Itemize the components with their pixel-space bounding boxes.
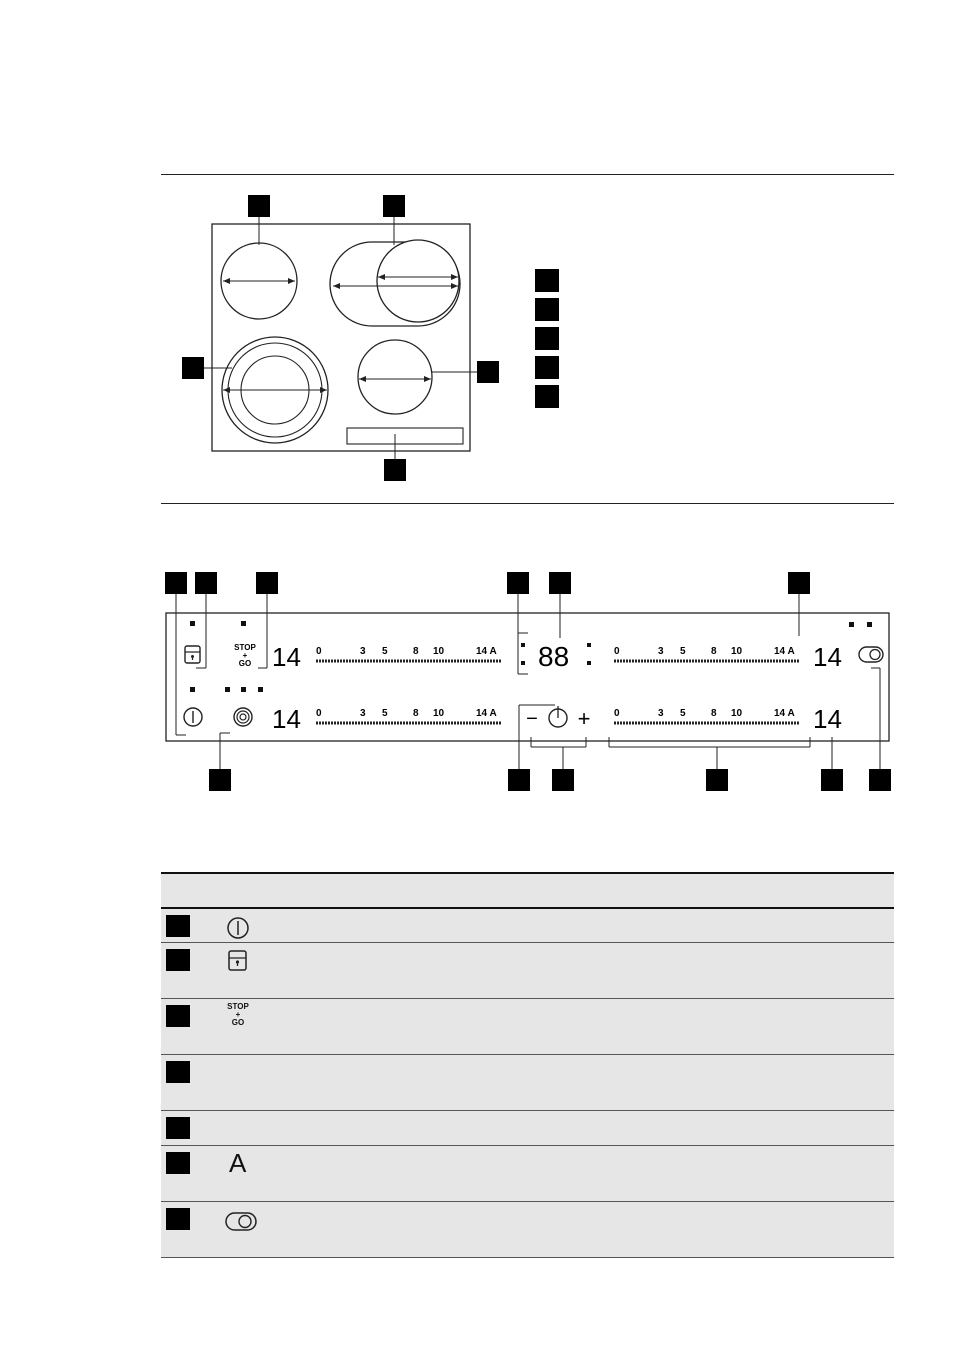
zone-display: 14 [272,642,301,672]
timer-display: 88 [538,641,570,672]
scale-tick-label: 5 [680,708,686,719]
callout-box [869,769,891,791]
scale-tick-label: 14 A [476,708,497,719]
scale-tick-label: 3 [360,708,366,719]
scale-tick-label: 14 A [774,708,795,719]
scale-tick-label: 8 [711,708,717,719]
hob-layout-diagram [0,0,954,500]
scale-tick-label: 0 [614,708,620,719]
triple-zone-icon [234,708,252,726]
callout-box [383,195,405,217]
callout-box [182,357,204,379]
scale-tick-label: 5 [680,646,686,657]
table-row [161,999,894,1055]
legend-box [535,298,559,321]
callout-box [507,572,529,594]
table-row [161,943,894,999]
control-panel-diagram [0,560,954,800]
scale-tick-label: 10 [433,646,445,657]
scale-tick-label: 0 [614,646,620,657]
table-row [161,909,894,943]
callout-box [706,769,728,791]
callout-box [384,459,406,481]
scale-tick-label: 3 [658,646,664,657]
scale-tick-label: 5 [382,646,388,657]
scale-tick-label: 5 [382,708,388,719]
row-number-box [166,1005,190,1027]
table-row [161,1202,894,1258]
minus-symbol: − [526,708,538,730]
callout-box [508,769,530,791]
scale-tick-label: 8 [711,646,717,657]
table-row [161,1111,894,1146]
scale-tick-label: 10 [731,708,743,719]
legend-box [535,327,559,350]
lock-icon [185,646,200,663]
a-letter-symbol: A [229,1148,247,1178]
scale-tick-label: 10 [433,708,445,719]
zone-display: 14 [813,704,842,734]
callout-box [549,572,571,594]
callout-box [821,769,843,791]
svg-text:GO: GO [238,659,252,668]
stop-go-icon: STOP + GO [227,1002,249,1027]
table-row [161,1055,894,1111]
row-number-box [166,949,190,971]
scale-tick-label: 3 [360,646,366,657]
svg-text:+: + [242,651,248,660]
lock-icon [223,947,259,975]
callout-box [477,361,499,383]
scale-tick-label: 8 [413,708,419,719]
callout-box [256,572,278,594]
scale-tick-label: 10 [731,646,743,657]
callout-box [552,769,574,791]
mid-rule [161,503,894,504]
row-number-box [166,1208,190,1230]
control-panel-area [347,428,463,444]
on-off-icon [184,708,202,726]
scale-tick-label: 0 [316,646,322,657]
legend-box [535,385,559,408]
bridge-icon [859,647,883,662]
legend-box [535,269,559,292]
scale-tick-label: 14 A [476,646,497,657]
plus-symbol: + [577,706,591,731]
legend-box [535,356,559,379]
zone-display: 14 [813,642,842,672]
row-number-box [166,915,190,937]
zone-display: 14 [272,704,301,734]
callout-box [788,572,810,594]
callout-box [248,195,270,217]
cooking-zone-rear-right [358,340,432,414]
table-row [161,1146,894,1202]
stop-go-label: STOP [234,643,256,652]
control-panel-table [161,872,894,1258]
row-number-box [166,1152,190,1174]
timer-icon [549,706,567,727]
bridge-icon [223,1206,259,1234]
row-number-box [166,1061,190,1083]
callout-box [165,572,187,594]
on-off-icon [223,913,259,941]
callout-box [195,572,217,594]
scale-tick-label: 0 [316,708,322,719]
scale-tick-label: 8 [413,646,419,657]
scale-tick-label: 14 A [774,646,795,657]
scale-tick-label: 3 [658,708,664,719]
table-header [161,872,894,909]
callout-box [209,769,231,791]
row-number-box [166,1117,190,1139]
